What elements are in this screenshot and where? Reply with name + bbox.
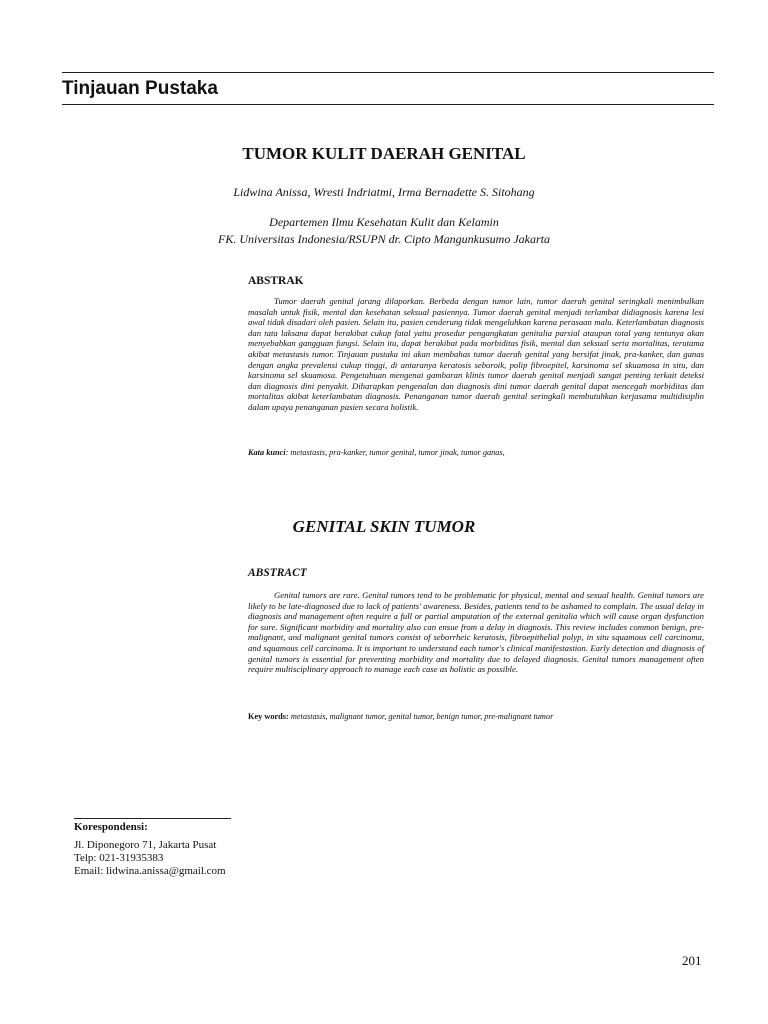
kata-kunci-label: Kata kunci (248, 448, 286, 457)
abstrak-heading: ABSTRAK (248, 275, 304, 287)
abstrak-body: Tumor daerah genital jarang dilaporkan. Berbeda dengan tumor lain, tumor daerah genital seringkali menimbulkan masalah untuk fisik, mental dan kesehatan seksual pasiennya. Tumor daerah genital menjadi terlambat didiagnosis karena lesi awal tidak disadari oleh pasien. Selain itu, pasien cenderung tidak mengeluhkan karena perasaan malu. Keterlambatan diagnosis dan tata laksana dapat berakibat cukup fatal yaitu prosedur pengangkatan genitalia parsial ataupun total yang tentunya akan menyebabkan gangguan fungsi. Selain itu, dapat berakibat pada morbiditas fisik, mental dan seksual serta mortalitas, terutama akibat metastasis tumor. Tinjauan pustaka ini akan membahas tumor daerah genital yang bersifat jinak, pra-kanker, dan ganas dengan angka prevalensi cukup tinggi, di antaranya keratosis seboroik, polip fibroepitel, karsinoma sel skuamosa in situ, dan karsinoma sel skuamosa. Pengetahuan mengenai gambaran klinis tumor daerah genital menjadi sangat penting terkait deteksi dan diagnosis dini penyakit. Diharapkan pengenalan dan diagnosis dini tumor daerah genital dapat mencegah morbiditas dan mortalitas akibat keterlambatan diagnosis. Penanganan tumor daerah genital seringkali membutuhkan kerjasama multidisiplin dalam upaya penanganan pasien secara holistik. (248, 296, 704, 412)
affiliation-line-2: FK. Universitas Indonesia/RSUPN dr. Cipto Mangunkusumo Jakarta (218, 232, 550, 246)
article-title-id: TUMOR KULIT DAERAH GENITAL (242, 144, 526, 163)
author-list: Lidwina Anissa, Wresti Indriatmi, Irma Bernadette S. Sitohang (233, 185, 535, 199)
article-title-en: GENITAL SKIN TUMOR (292, 517, 476, 536)
section-title: Tinjauan Pustaka (62, 78, 218, 99)
kata-kunci (248, 448, 704, 459)
correspondence-heading: Korespondensi: (74, 821, 148, 833)
correspondence-address: Jl. Diponegoro 71, Jakarta Pusat (74, 839, 217, 851)
key-words (248, 712, 704, 723)
header-bottom-rule (62, 104, 714, 105)
key-words-text: metastasis, malignant tumor, genital tumor, benign tumor, pre-malignant tumor (288, 712, 554, 721)
abstract-body: Genital tumors are rare. Genital tumors tend to be problematic for physical, mental and sexual health. Genital tumors are likely to be late-diagnosed due to lack of patients' awareness. Besides, patients tend to be ashamed to complain. The usual delay in diagnosis and management often require a full or partial amputation of the external genitalia which will cause organ dysfunction for sure. Significant morbidity and mortality also can ensue from a delay in diagnosis. This review includes common benign, pre-malignant, and malignant genital tumors consist of seborrheic keratosis, fibroepithelial polyp, in situ squamous cell carcinoma, and squamous cell carcinoma. It is important to understand each tumor's clinical manifestastion. Early detection and diagnosis of genital tumors is essential for preventing morbidity and mortality due to delayed diagnosis. Genital tumors management often require multisciplinary approach to manage each case as holistic as possible. (248, 590, 704, 675)
page-number: 201 (682, 953, 702, 968)
header-top-rule (62, 72, 714, 73)
key-words-label: Key words: (248, 712, 289, 721)
correspondence-phone: Telp: 021-31935383 (74, 852, 164, 864)
correspondence-details (74, 839, 226, 878)
abstract-heading: ABSTRACT (248, 567, 307, 579)
affiliation-line-1: Departemen Ilmu Kesehatan Kulit dan Kelamin (269, 215, 499, 229)
correspondence-email: Email: lidwina.anissa@gmail.com (74, 865, 226, 877)
kata-kunci-text: : metastasis, pra-kanker, tumor genital, tumor jinak, tumor ganas, (285, 448, 505, 457)
correspondence-rule (74, 818, 231, 819)
